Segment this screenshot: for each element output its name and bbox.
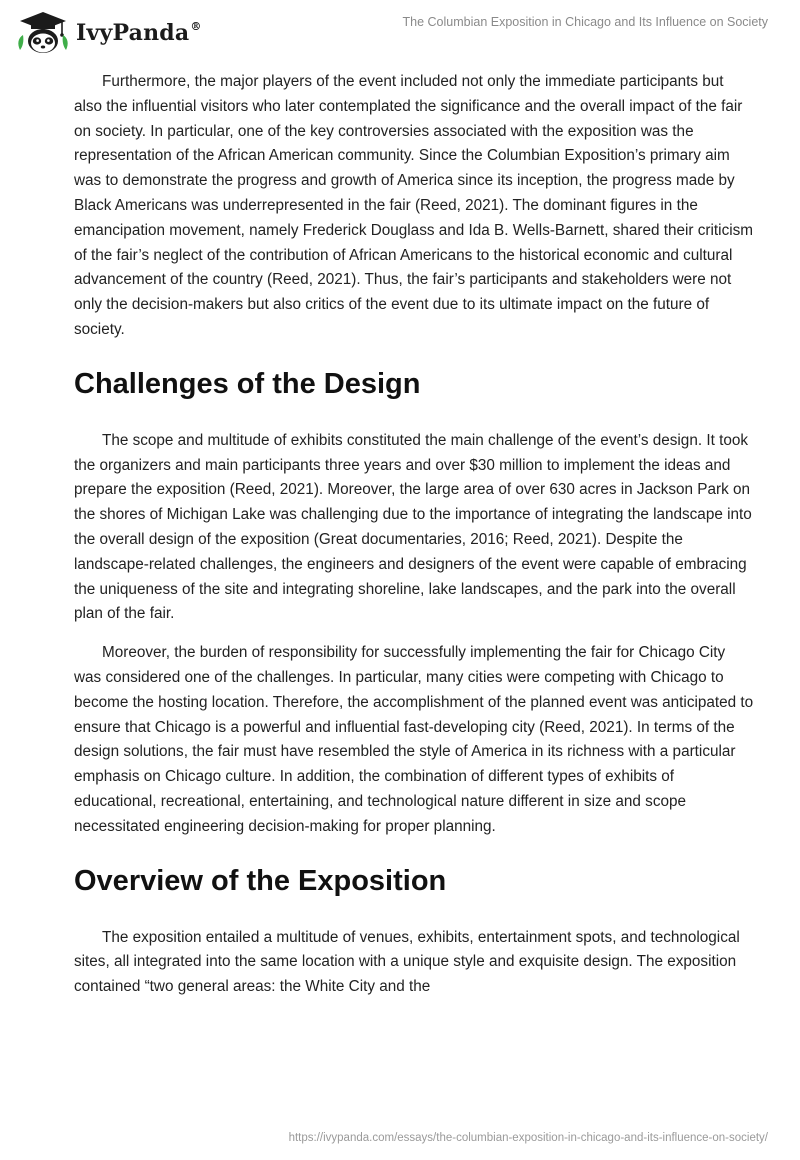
paragraph: Furthermore, the major players of the event included not only the immediate participants but also the influential visitors who later contemplated the significance and the overall impact of the fair on society. In particular, one of the key controversies associated with the exposition was the representation of the African American community. Since the Columbian Exposition’s primary aim was to demonstrate the progress and growth of America since its inception, the progress made by Black Americans was underrepresented in the fair (Reed, 2021). The dominant figures in the emancipation movement, namely Frederick Douglass and Ida B. Wells-Barnett, shared their criticism of the fair’s neglect of the contribution of African Americans to the historical economic and cultural advancement of the country (Reed, 2021). Thus, the fair’s participants and stakeholders were not only the decision-makers but also critics of the event due to its ultimate impact on the future of society. [74,73,754,338]
paragraph: The exposition entailed a multitude of venues, exhibits, entertainment spots, and technological sites, all integrated into the same location with a unique style and exquisite design. The exposition contained “two general areas: the White City and the [74,928,740,996]
paragraph: The scope and multitude of exhibits constituted the main challenge of the event’s design. It took the organizers and main participants three years and over $30 million to implement the ideas and prepare the exposition (Reed, 2021). Moreover, the large area of over 630 acres in Jackson Park on the shores of Michigan Lake was challenging due to the importance of integrating the landscape into the overall design of the exposition (Great documentaries, 2016; Reed, 2021). Despite the landscape-related challenges, the engineers and designers of the event were capable of embracing the uniqueness of the site and integrating shoreline, lake landscapes, and the park into the overall plan of the fair. [74,431,752,623]
section-heading-challenges: Challenges of the Design [74,367,421,400]
paragraph: Moreover, the burden of responsibility for successfully implementing the fair for Chicago City was considered one of the challenges. In particular, many cities were competing with Chicago to become the hosting location. Therefore, the accomplishment of the planned event was anticipated to ensure that Chicago is a powerful and influential fast-developing city (Reed, 2021). In terms of the design solutions, the fair must have resembled the style of America in its richness with a particular emphasis on Chicago culture. In addition, the combination of different types of exhibits of educational, recreational, entertaining, and technological nature different in size and scope necessitated engineering decision-making for proper planning. [74,644,754,835]
panda-graduate-icon [14,10,72,56]
essay-content [74,70,754,1014]
section-heading-overview: Overview of the Exposition [74,864,447,897]
brand-name: IvyPanda® [76,20,202,46]
source-url-link[interactable]: https://ivypanda.com/essays/the-columbian-exposition-in-chicago-and-its-influence-on-society/ [288,1132,768,1144]
page-header [0,0,800,60]
document-title: The Columbian Exposition in Chicago and Its Influence on Society [402,15,768,29]
ivypanda-logo[interactable] [14,10,202,56]
